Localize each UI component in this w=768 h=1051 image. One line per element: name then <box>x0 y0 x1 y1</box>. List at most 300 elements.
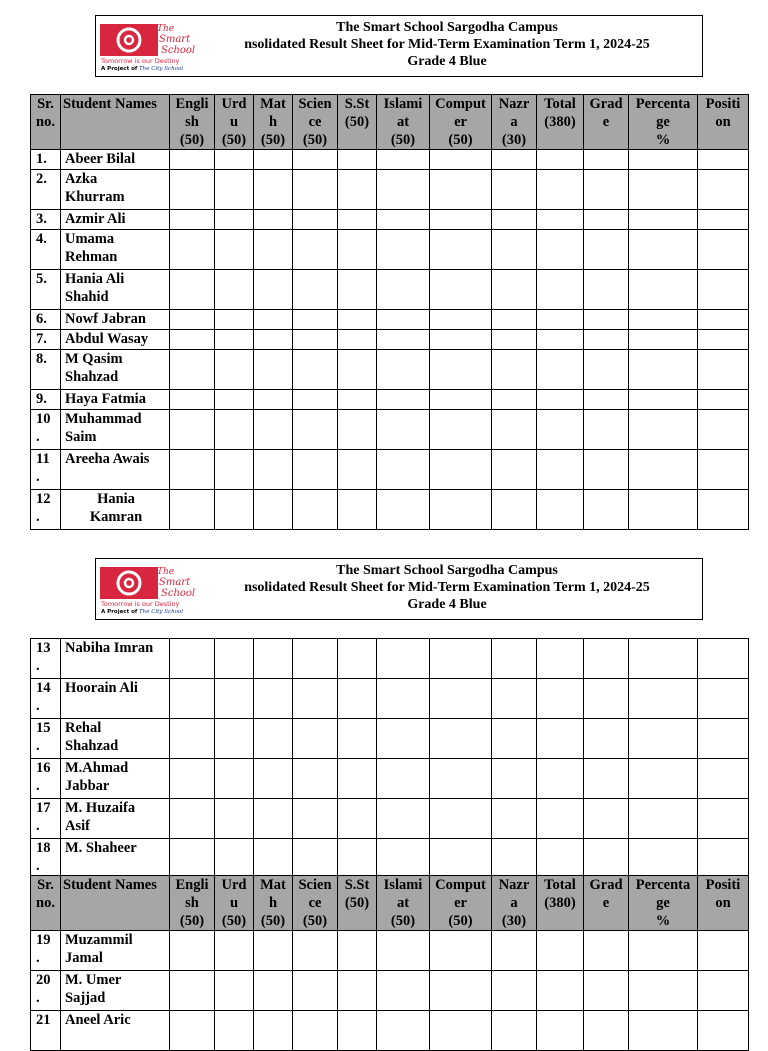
score-cell[interactable] <box>584 350 629 390</box>
score-cell[interactable] <box>254 230 293 270</box>
score-cell[interactable] <box>293 759 338 799</box>
score-cell[interactable] <box>170 170 215 210</box>
score-cell[interactable] <box>215 270 254 310</box>
score-cell[interactable] <box>698 170 749 210</box>
score-cell[interactable] <box>629 410 698 450</box>
table-row <box>31 410 749 450</box>
serial-number-text: . <box>36 950 40 966</box>
score-cell[interactable] <box>492 490 537 530</box>
score-cell[interactable] <box>215 330 254 350</box>
score-cell[interactable] <box>254 799 293 839</box>
score-cell[interactable] <box>430 270 492 310</box>
score-cell[interactable] <box>338 679 377 719</box>
score-cell[interactable] <box>377 150 430 170</box>
score-cell[interactable] <box>254 971 293 1011</box>
score-cell[interactable] <box>698 719 749 759</box>
column-header-line: Urd <box>221 96 247 112</box>
serial-number-text: . <box>36 509 40 525</box>
score-cell[interactable] <box>338 330 377 350</box>
score-cell[interactable] <box>492 759 537 799</box>
score-cell[interactable] <box>338 931 377 971</box>
score-cell[interactable] <box>254 490 293 530</box>
score-cell[interactable] <box>698 679 749 719</box>
score-cell[interactable] <box>629 450 698 490</box>
score-cell[interactable] <box>537 759 584 799</box>
score-cell[interactable] <box>629 390 698 410</box>
serial-number <box>31 490 61 530</box>
score-cell[interactable] <box>293 170 338 210</box>
school-title: The Smart School Sargodha Campus <box>336 563 558 578</box>
score-cell[interactable] <box>584 799 629 839</box>
score-cell[interactable] <box>629 931 698 971</box>
score-cell[interactable] <box>629 150 698 170</box>
score-cell[interactable] <box>254 839 293 876</box>
score-cell[interactable] <box>254 931 293 971</box>
score-cell[interactable] <box>584 270 629 310</box>
student-name-line: Saim <box>65 429 97 445</box>
score-cell[interactable] <box>537 210 584 230</box>
score-cell[interactable] <box>338 759 377 799</box>
score-cell[interactable] <box>584 759 629 799</box>
score-cell[interactable] <box>537 639 584 679</box>
score-cell[interactable] <box>698 931 749 971</box>
score-cell[interactable] <box>215 839 254 876</box>
score-cell[interactable] <box>629 490 698 530</box>
score-cell[interactable] <box>629 230 698 270</box>
score-cell[interactable] <box>293 270 338 310</box>
score-cell[interactable] <box>377 330 430 350</box>
score-cell[interactable] <box>170 931 215 971</box>
score-cell[interactable] <box>492 450 537 490</box>
score-cell[interactable] <box>377 310 430 330</box>
serial-number-text: . <box>36 469 40 485</box>
score-cell[interactable] <box>492 310 537 330</box>
score-cell[interactable] <box>584 390 629 410</box>
score-cell[interactable] <box>698 839 749 876</box>
score-cell[interactable] <box>293 679 338 719</box>
score-cell[interactable] <box>338 839 377 876</box>
score-cell[interactable] <box>430 719 492 759</box>
score-cell[interactable] <box>698 350 749 390</box>
score-cell[interactable] <box>629 170 698 210</box>
score-cell[interactable] <box>338 310 377 330</box>
score-cell[interactable] <box>492 971 537 1011</box>
score-cell[interactable] <box>215 170 254 210</box>
score-cell[interactable] <box>492 799 537 839</box>
column-header-line: at <box>396 895 410 911</box>
score-cell[interactable] <box>254 170 293 210</box>
serial-number-text: . <box>36 658 40 674</box>
score-cell[interactable] <box>377 450 430 490</box>
score-cell[interactable] <box>254 759 293 799</box>
score-cell[interactable] <box>254 450 293 490</box>
score-cell[interactable] <box>492 639 537 679</box>
score-cell[interactable] <box>254 1011 293 1051</box>
score-cell[interactable] <box>584 410 629 450</box>
score-cell[interactable] <box>430 639 492 679</box>
score-cell[interactable] <box>537 230 584 270</box>
score-cell[interactable] <box>170 410 215 450</box>
score-cell[interactable] <box>377 390 430 410</box>
score-cell[interactable] <box>215 931 254 971</box>
score-cell[interactable] <box>293 839 338 876</box>
score-cell[interactable] <box>293 350 338 390</box>
score-cell[interactable] <box>537 490 584 530</box>
score-cell[interactable] <box>584 971 629 1011</box>
score-cell[interactable] <box>215 719 254 759</box>
score-cell[interactable] <box>492 170 537 210</box>
score-cell[interactable] <box>338 150 377 170</box>
score-cell[interactable] <box>537 719 584 759</box>
score-cell[interactable] <box>430 799 492 839</box>
score-cell[interactable] <box>629 759 698 799</box>
score-cell[interactable] <box>377 350 430 390</box>
score-cell[interactable] <box>629 971 698 1011</box>
student-name-line: Asif <box>65 818 90 834</box>
score-cell[interactable] <box>537 1011 584 1051</box>
score-cell[interactable] <box>215 230 254 270</box>
score-cell[interactable] <box>584 150 629 170</box>
score-cell[interactable] <box>170 150 215 170</box>
column-header-line: (50) <box>221 913 247 929</box>
student-name-line: Abeer Bilal <box>65 151 136 167</box>
score-cell[interactable] <box>338 490 377 530</box>
score-cell[interactable] <box>430 150 492 170</box>
score-cell[interactable] <box>492 390 537 410</box>
score-cell[interactable] <box>584 170 629 210</box>
score-cell[interactable] <box>492 270 537 310</box>
score-cell[interactable] <box>430 390 492 410</box>
score-cell[interactable] <box>537 679 584 719</box>
score-cell[interactable] <box>629 1011 698 1051</box>
score-cell[interactable] <box>492 839 537 876</box>
score-cell[interactable] <box>377 210 430 230</box>
score-cell[interactable] <box>170 450 215 490</box>
score-cell[interactable] <box>430 170 492 210</box>
score-cell[interactable] <box>430 759 492 799</box>
score-cell[interactable] <box>430 210 492 230</box>
score-cell[interactable] <box>629 350 698 390</box>
score-cell[interactable] <box>338 799 377 839</box>
score-cell[interactable] <box>338 719 377 759</box>
score-cell[interactable] <box>537 799 584 839</box>
column-header-line: u <box>229 114 239 130</box>
student-name-line: Azka <box>65 171 98 187</box>
score-cell[interactable] <box>377 639 430 679</box>
score-cell[interactable] <box>338 210 377 230</box>
score-cell[interactable] <box>293 719 338 759</box>
score-cell[interactable] <box>492 330 537 350</box>
score-cell[interactable] <box>170 230 215 270</box>
score-cell[interactable] <box>377 679 430 719</box>
score-cell[interactable] <box>537 270 584 310</box>
score-cell[interactable] <box>170 330 215 350</box>
score-cell[interactable] <box>698 759 749 799</box>
score-cell[interactable] <box>698 450 749 490</box>
score-cell[interactable] <box>215 971 254 1011</box>
score-cell[interactable] <box>293 639 338 679</box>
score-cell[interactable] <box>377 270 430 310</box>
score-cell[interactable] <box>537 170 584 210</box>
score-cell[interactable] <box>584 210 629 230</box>
column-header-line: Grad <box>589 96 623 112</box>
score-cell[interactable] <box>698 390 749 410</box>
score-cell[interactable] <box>492 350 537 390</box>
score-cell[interactable] <box>430 350 492 390</box>
score-cell[interactable] <box>377 839 430 876</box>
serial-number-text: . <box>36 778 40 794</box>
score-cell[interactable] <box>293 490 338 530</box>
score-cell[interactable] <box>293 310 338 330</box>
column-header <box>293 876 338 931</box>
score-cell[interactable] <box>377 410 430 450</box>
score-cell[interactable] <box>584 931 629 971</box>
score-cell[interactable] <box>293 799 338 839</box>
score-cell[interactable] <box>492 410 537 450</box>
score-cell[interactable] <box>584 679 629 719</box>
score-cell[interactable] <box>254 330 293 350</box>
serial-number <box>31 759 61 799</box>
score-cell[interactable] <box>584 719 629 759</box>
serial-number-text: 5. <box>36 271 47 287</box>
serial-number-text: 1. <box>36 151 47 167</box>
score-cell[interactable] <box>215 150 254 170</box>
score-cell[interactable] <box>215 390 254 410</box>
score-cell[interactable] <box>377 230 430 270</box>
score-cell[interactable] <box>698 230 749 270</box>
column-header-line: Percenta <box>635 96 691 112</box>
score-cell[interactable] <box>698 639 749 679</box>
score-cell[interactable] <box>584 230 629 270</box>
serial-number <box>31 1011 61 1051</box>
score-cell[interactable] <box>584 1011 629 1051</box>
score-cell[interactable] <box>215 410 254 450</box>
score-cell[interactable] <box>254 150 293 170</box>
score-cell[interactable] <box>430 450 492 490</box>
score-cell[interactable] <box>170 310 215 330</box>
score-cell[interactable] <box>293 971 338 1011</box>
score-cell[interactable] <box>338 350 377 390</box>
column-header-line: (50) <box>179 913 205 929</box>
score-cell[interactable] <box>537 390 584 410</box>
score-cell[interactable] <box>293 210 338 230</box>
score-cell[interactable] <box>492 1011 537 1051</box>
score-cell[interactable] <box>338 170 377 210</box>
serial-number-text: . <box>36 429 40 445</box>
score-cell[interactable] <box>254 390 293 410</box>
score-cell[interactable] <box>338 971 377 1011</box>
score-cell[interactable] <box>215 350 254 390</box>
score-cell[interactable] <box>215 759 254 799</box>
score-cell[interactable] <box>215 210 254 230</box>
score-cell[interactable] <box>698 799 749 839</box>
score-cell[interactable] <box>430 839 492 876</box>
score-cell[interactable] <box>170 350 215 390</box>
score-cell[interactable] <box>492 230 537 270</box>
score-cell[interactable] <box>338 230 377 270</box>
score-cell[interactable] <box>629 679 698 719</box>
score-cell[interactable] <box>629 330 698 350</box>
column-header-line: on <box>715 114 731 130</box>
column-header-line: (50) <box>179 132 205 148</box>
score-cell[interactable] <box>377 971 430 1011</box>
score-cell[interactable] <box>338 270 377 310</box>
score-cell[interactable] <box>629 719 698 759</box>
score-cell[interactable] <box>430 310 492 330</box>
score-cell[interactable] <box>170 759 215 799</box>
column-header-line: Grad <box>589 877 623 893</box>
student-name-line: Muhammad <box>65 411 142 427</box>
score-cell[interactable] <box>430 931 492 971</box>
score-cell[interactable] <box>492 210 537 230</box>
score-cell[interactable] <box>377 1011 430 1051</box>
serial-number <box>31 390 61 410</box>
score-cell[interactable] <box>629 839 698 876</box>
serial-number <box>31 799 61 839</box>
score-cell[interactable] <box>629 310 698 330</box>
column-header-line: Scien <box>298 96 332 112</box>
score-cell[interactable] <box>430 410 492 450</box>
score-cell[interactable] <box>215 310 254 330</box>
score-cell[interactable] <box>377 931 430 971</box>
score-cell[interactable] <box>170 210 215 230</box>
score-cell[interactable] <box>537 350 584 390</box>
grade-label: Grade 4 Blue <box>407 54 487 69</box>
table-row <box>31 759 749 799</box>
score-cell[interactable] <box>215 490 254 530</box>
score-cell[interactable] <box>377 719 430 759</box>
score-cell[interactable] <box>430 679 492 719</box>
score-cell[interactable] <box>338 410 377 450</box>
score-cell[interactable] <box>698 490 749 530</box>
score-cell[interactable] <box>254 639 293 679</box>
score-cell[interactable] <box>629 639 698 679</box>
score-cell[interactable] <box>338 390 377 410</box>
score-cell[interactable] <box>338 450 377 490</box>
score-cell[interactable] <box>377 799 430 839</box>
score-cell[interactable] <box>430 971 492 1011</box>
score-cell[interactable] <box>492 719 537 759</box>
score-cell[interactable] <box>377 170 430 210</box>
score-cell[interactable] <box>338 1011 377 1051</box>
score-cell[interactable] <box>215 679 254 719</box>
score-cell[interactable] <box>293 230 338 270</box>
score-cell[interactable] <box>254 210 293 230</box>
serial-number-text: 16 <box>36 760 51 776</box>
column-header-line: er <box>454 895 467 911</box>
score-cell[interactable] <box>698 330 749 350</box>
score-cell[interactable] <box>584 330 629 350</box>
score-cell[interactable] <box>629 799 698 839</box>
score-cell[interactable] <box>584 839 629 876</box>
column-header <box>377 876 430 931</box>
column-header-line: Comput <box>435 96 486 112</box>
score-cell[interactable] <box>537 330 584 350</box>
column-header <box>31 95 61 150</box>
score-cell[interactable] <box>698 410 749 450</box>
score-cell[interactable] <box>215 450 254 490</box>
score-cell[interactable] <box>293 1011 338 1051</box>
score-cell[interactable] <box>430 490 492 530</box>
score-cell[interactable] <box>170 390 215 410</box>
score-cell[interactable] <box>698 310 749 330</box>
score-cell[interactable] <box>293 450 338 490</box>
score-cell[interactable] <box>293 330 338 350</box>
score-cell[interactable] <box>492 679 537 719</box>
score-cell[interactable] <box>698 210 749 230</box>
score-cell[interactable] <box>698 150 749 170</box>
score-cell[interactable] <box>430 330 492 350</box>
score-cell[interactable] <box>377 490 430 530</box>
score-cell[interactable] <box>170 971 215 1011</box>
score-cell[interactable] <box>170 719 215 759</box>
score-cell[interactable] <box>492 931 537 971</box>
score-cell[interactable] <box>537 971 584 1011</box>
score-cell[interactable] <box>698 1011 749 1051</box>
score-cell[interactable] <box>170 1011 215 1051</box>
score-cell[interactable] <box>584 490 629 530</box>
score-cell[interactable] <box>492 150 537 170</box>
column-header <box>215 95 254 150</box>
table-row <box>31 310 749 330</box>
score-cell[interactable] <box>170 799 215 839</box>
score-cell[interactable] <box>215 639 254 679</box>
column-header-line: Positi <box>705 96 741 112</box>
score-cell[interactable] <box>629 270 698 310</box>
score-cell[interactable] <box>170 839 215 876</box>
serial-number-text: 19 <box>36 932 51 948</box>
score-cell[interactable] <box>254 350 293 390</box>
column-header-line: at <box>396 114 410 130</box>
score-cell[interactable] <box>377 759 430 799</box>
column-header-line: (50) <box>221 132 247 148</box>
score-cell[interactable] <box>254 410 293 450</box>
score-cell[interactable] <box>629 210 698 230</box>
score-cell[interactable] <box>254 310 293 330</box>
score-cell[interactable] <box>170 270 215 310</box>
score-cell[interactable] <box>537 450 584 490</box>
score-cell[interactable] <box>215 1011 254 1051</box>
score-cell[interactable] <box>584 639 629 679</box>
score-cell[interactable] <box>293 931 338 971</box>
score-cell[interactable] <box>537 931 584 971</box>
score-cell[interactable] <box>254 719 293 759</box>
score-cell[interactable] <box>430 1011 492 1051</box>
score-cell[interactable] <box>698 270 749 310</box>
column-header <box>537 876 584 931</box>
score-cell[interactable] <box>254 679 293 719</box>
score-cell[interactable] <box>293 390 338 410</box>
score-cell[interactable] <box>293 410 338 450</box>
score-cell[interactable] <box>215 799 254 839</box>
score-cell[interactable] <box>698 971 749 1011</box>
score-cell[interactable] <box>584 450 629 490</box>
score-cell[interactable] <box>537 150 584 170</box>
score-cell[interactable] <box>293 150 338 170</box>
score-cell[interactable] <box>584 310 629 330</box>
score-cell[interactable] <box>537 310 584 330</box>
score-cell[interactable] <box>170 490 215 530</box>
table-row <box>31 450 749 490</box>
score-cell[interactable] <box>338 639 377 679</box>
column-header-line: S.St <box>344 96 370 112</box>
score-cell[interactable] <box>254 270 293 310</box>
score-cell[interactable] <box>537 410 584 450</box>
score-cell[interactable] <box>537 839 584 876</box>
score-cell[interactable] <box>170 679 215 719</box>
score-cell[interactable] <box>430 230 492 270</box>
score-cell[interactable] <box>170 639 215 679</box>
